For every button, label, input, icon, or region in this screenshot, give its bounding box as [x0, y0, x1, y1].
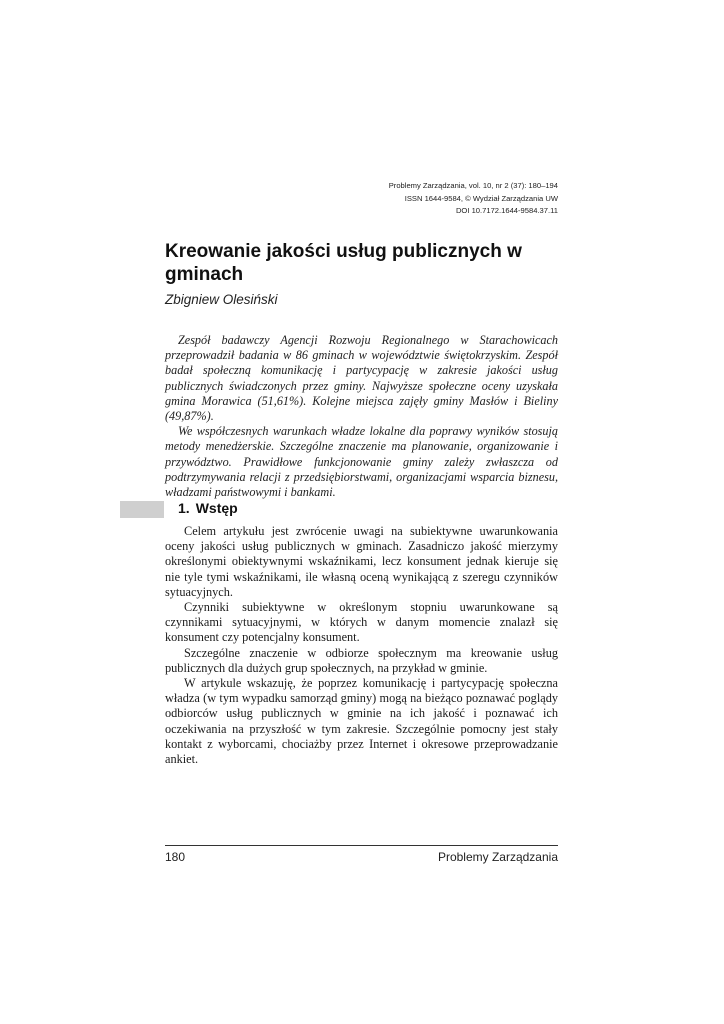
abstract — [165, 333, 558, 500]
page-number: 180 — [165, 850, 186, 864]
body-paragraph: Celem artykułu jest zwrócenie uwagi na subiektywne uwarunkowania oceny jakości usług publicznych w gminach. Zasadniczo jakość mierzymy określonymi obiektywnymi wskaźnikami, lecz konsument jednak kieruje się nie tyle tymi wskaźnikami, ile własną oceną wynikającą z szeregu czynników sytuacyjnych. — [165, 524, 558, 599]
section-number: 1. — [178, 500, 190, 516]
header-issn: ISSN 1644-9584, © Wydział Zarządzania UW — [404, 193, 558, 203]
body-paragraph: W artykule wskazuję, że poprzez komunikację i partycypację społeczna władza (w tym wypadku samorząd gminy) mogą na bieżąco poznawać poglądy odbiorców usług publicznych w gminie na ich jakość i poznawać ich oczekiwania na przyszłość w tym zakresie. Szczególnie pomocny jest stały kontakt z wyborcami, chociażby przez Internet i okresowe przeprowadzanie ankiet. — [165, 676, 558, 767]
abstract-paragraph: Zespół badawczy Agencji Rozwoju Regionalnego w Starachowicach przeprowadził badania w 86 gminach w województwie świętokrzyskim. Zespół badał społeczną komunikację i partycypację w zakresie jakości usług publicznych świadczonych przez gminy. Najwyższe społeczne oceny uzyskała gmina Morawica (51,61%). Kolejne miejsca zajęły gminy Masłów i Bieliny (49,87%). — [165, 333, 558, 424]
body-paragraph: Czynniki subiektywne w określonym stopniu uwarunkowane są czynnikami sytuacyjnymi, w których w danym momencie znalazł się konsument czy potencjalny konsument. — [165, 600, 558, 645]
journal-header — [218, 180, 558, 218]
article-title: Kreowanie jakości usług publicznych w gminach — [165, 241, 522, 285]
section-heading — [178, 500, 244, 516]
header-doi: DOI 10.7172.1644-9584.37.11 — [455, 206, 558, 215]
footer-journal-name: Problemy Zarządzania — [437, 850, 558, 864]
body-paragraph: Szczególne znaczenie w odbiorze społecznym ma kreowanie usług publicznych dla dużych grup społecznych, na przykład w gminie. — [165, 645, 558, 675]
section-marker-bar — [120, 501, 164, 518]
abstract-paragraph: We współczesnych warunkach władze lokalne dla poprawy wyników stosują metody menedżerskie. Szczególne znaczenie ma planowanie, organizowanie i przywództwo. Prawidłowe funkcjonowanie gminy zależy zwłaszcza od podtrzymywania relacji z przedsiębiorstwami, organizacjami wsparcia biznesu, władzami państwowymi i bankami. — [165, 424, 558, 500]
section-title: Wstęp — [195, 500, 238, 516]
section-body — [165, 524, 558, 767]
footer-divider — [165, 845, 558, 846]
article-author: Zbigniew Olesiński — [165, 292, 278, 307]
header-citation: Problemy Zarządzania, vol. 10, nr 2 (37): 180–194 — [388, 181, 558, 190]
